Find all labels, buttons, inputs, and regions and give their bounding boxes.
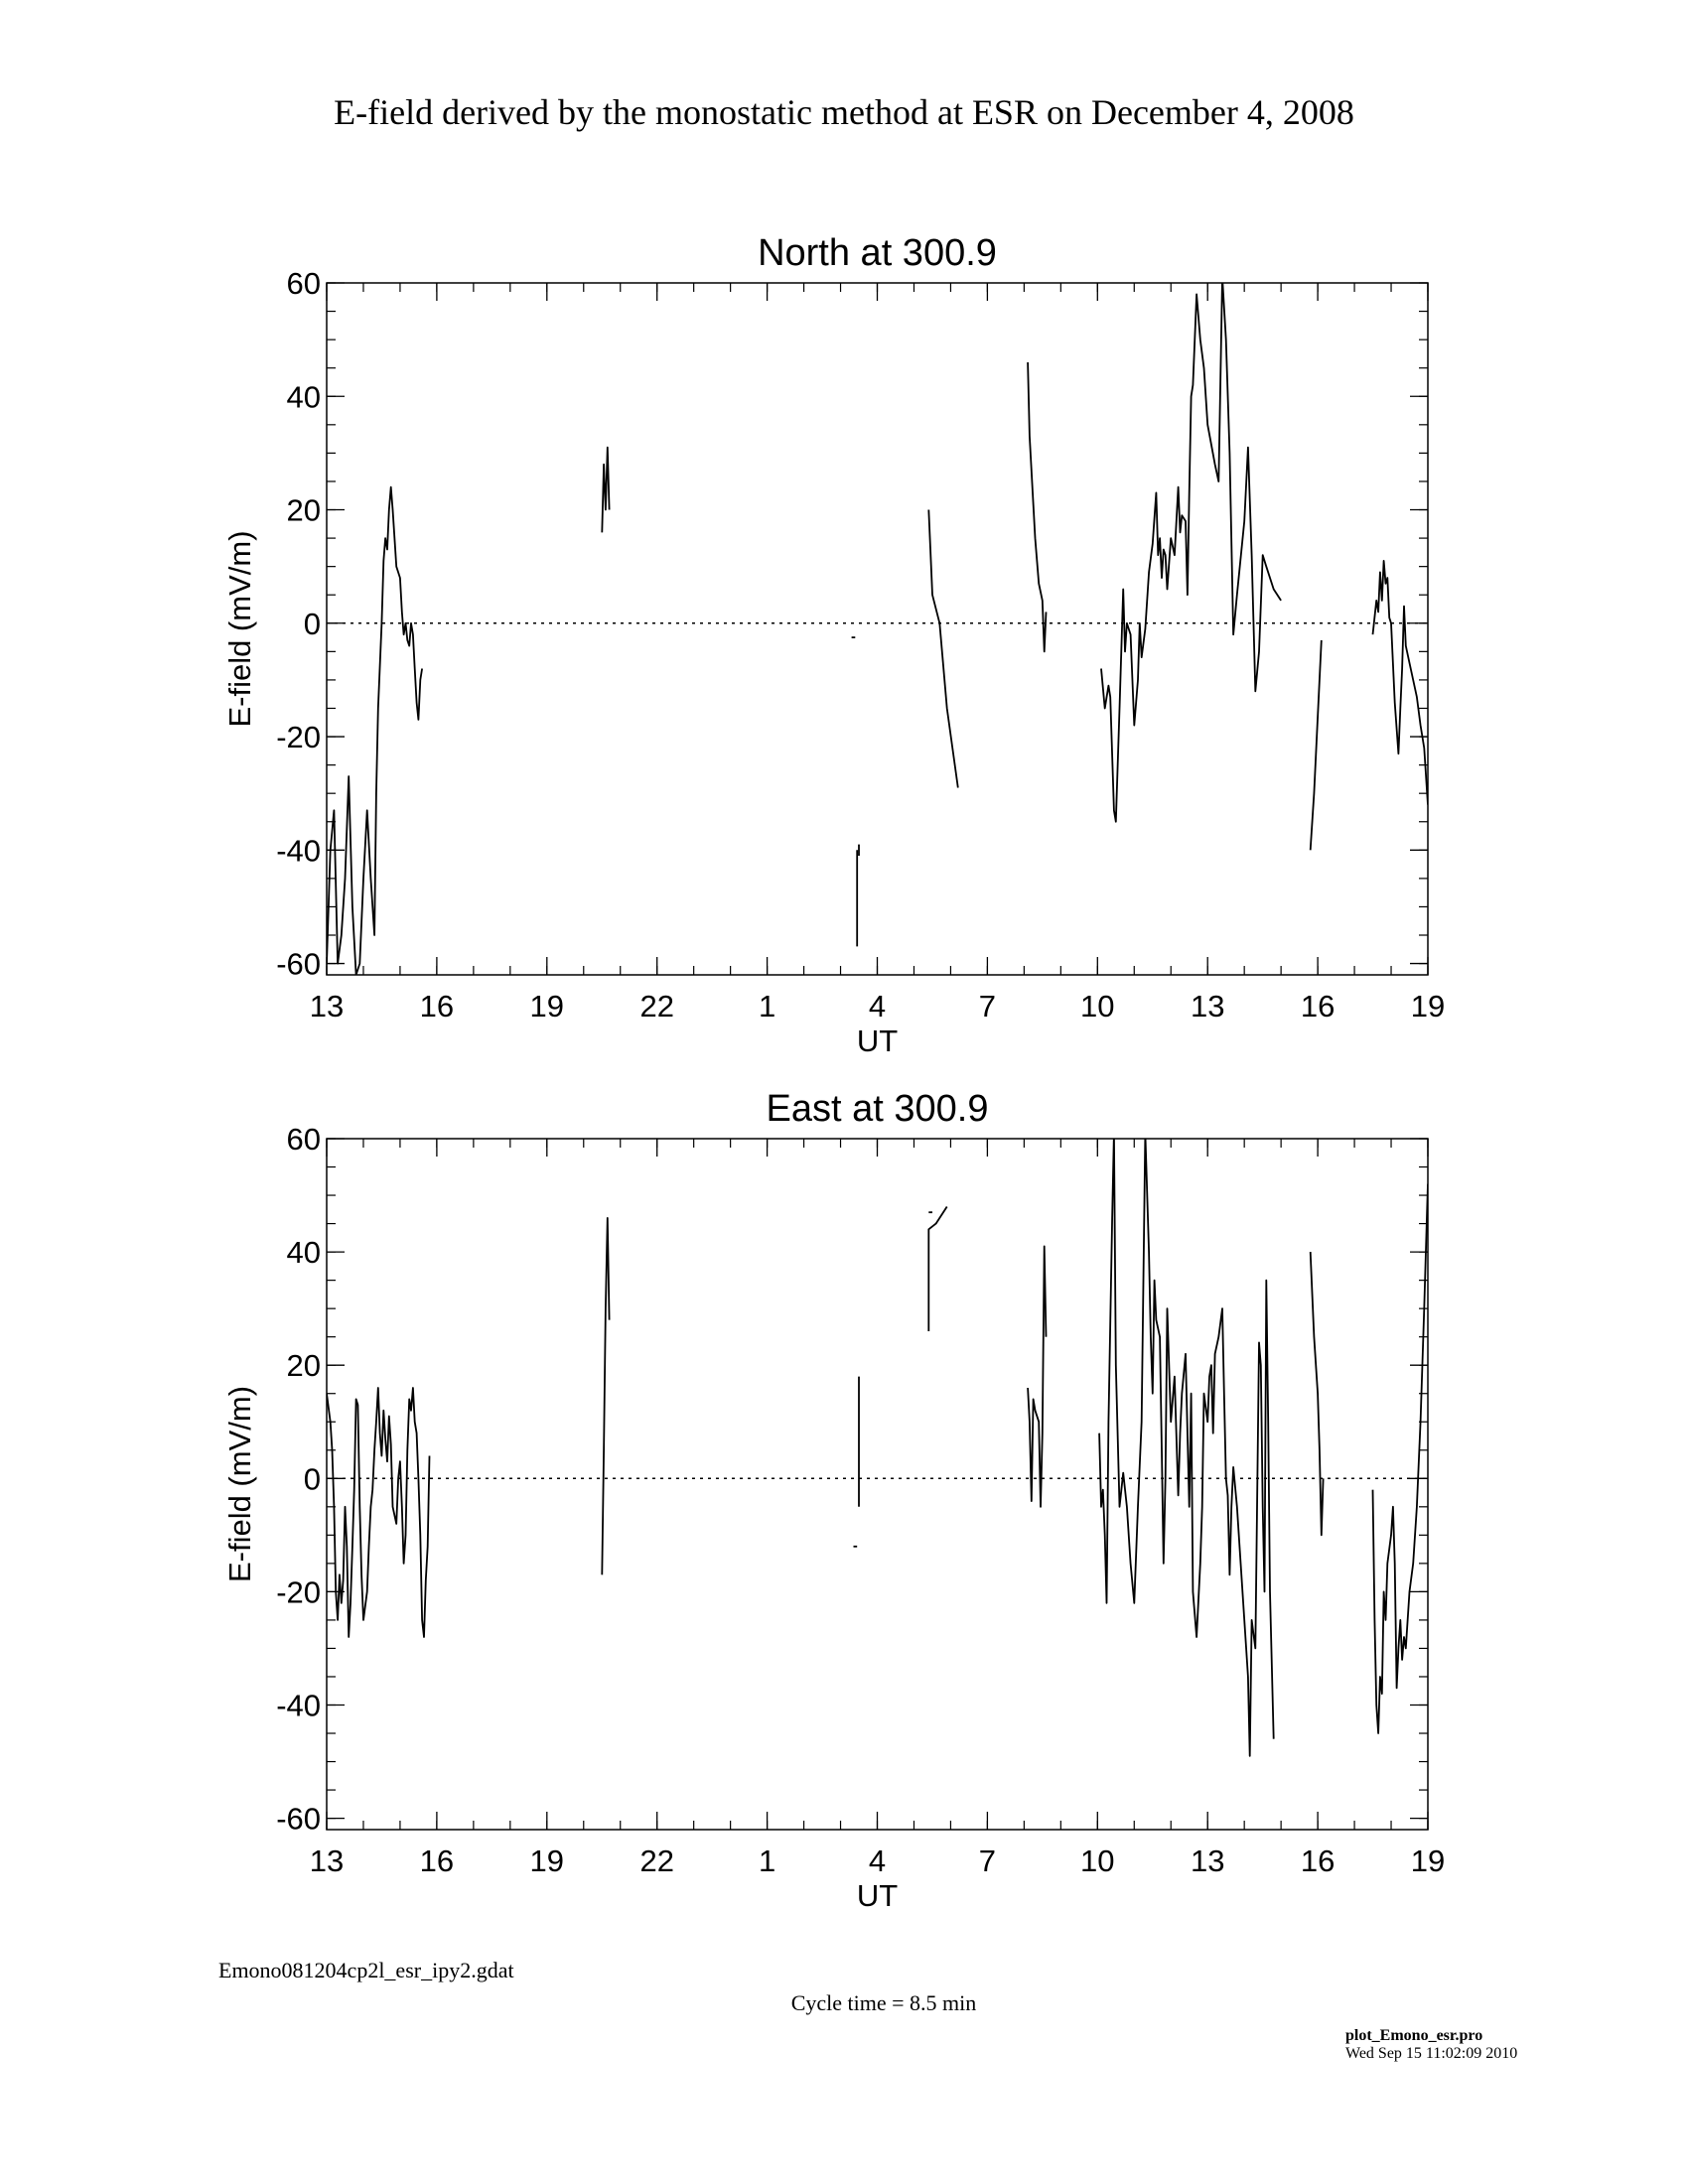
north-y-tick-label: 40 (286, 379, 321, 415)
north-x-axis-label: UT (856, 1024, 899, 1058)
north-series (327, 277, 1428, 975)
east-x-tick-label: 10 (1080, 1843, 1115, 1878)
east-x-tick-label: 13 (309, 1843, 345, 1878)
north-y-tick-label: -60 (276, 946, 321, 982)
north-x-tick-label: 10 (1080, 989, 1115, 1024)
east-x-tick-label: 16 (1300, 1843, 1336, 1878)
north-y-tick-label: -40 (276, 833, 321, 869)
north-x-tick-label: 7 (978, 989, 997, 1024)
east-data-line (1373, 1184, 1429, 1733)
east-x-tick-label: 19 (529, 1843, 565, 1878)
north-plot-frame (327, 283, 1428, 975)
east-data-line (1028, 1246, 1046, 1506)
north-x-tick-label: 22 (639, 989, 674, 1024)
north-data-line (928, 510, 958, 788)
east-y-tick-label: 20 (286, 1348, 321, 1384)
east-x-tick-label: 7 (978, 1843, 997, 1878)
north-x-tick-label: 19 (1410, 989, 1446, 1024)
north-y-tick-label: -20 (276, 720, 321, 755)
east-y-axis-label: E-field (mV/m) (222, 1385, 257, 1583)
north-panel (222, 232, 1445, 1058)
north-x-tick-label: 4 (868, 989, 887, 1024)
north-data-line (1028, 362, 1046, 651)
program-info (1345, 2027, 1517, 2063)
east-x-tick-label: 16 (419, 1843, 455, 1878)
east-y-tick-label: 0 (303, 1461, 321, 1497)
east-x-axis-label: UT (856, 1878, 899, 1913)
east-y-tick-label: 40 (286, 1235, 321, 1271)
east-y-tick-label: 60 (286, 1122, 321, 1157)
east-panel (222, 1088, 1445, 1913)
north-data-line (1311, 640, 1322, 850)
east-data-line (1099, 1133, 1274, 1756)
east-x-tick-label: 1 (758, 1843, 776, 1878)
east-x-tick-label: 4 (868, 1843, 887, 1878)
east-data-line (602, 1218, 609, 1574)
east-x-tick-label: 19 (1410, 1843, 1446, 1878)
north-data-line (1101, 277, 1281, 821)
north-x-tick-label: 1 (758, 989, 776, 1024)
cycle-time: Cycle time = 8.5 min (790, 1990, 977, 2015)
north-chart-title: North at 300.9 (758, 232, 997, 274)
program-name: plot_Emono_esr.pro (1345, 2027, 1483, 2044)
east-data-line (327, 1388, 430, 1637)
program-timestamp: Wed Sep 15 11:02:09 2010 (1345, 2045, 1518, 2062)
north-x-tick-label: 13 (1190, 989, 1225, 1024)
data-filename: Emono081204cp2l_esr_ipy2.gdat (218, 1958, 514, 1982)
north-y-tick-label: 60 (286, 266, 321, 301)
north-data-line (602, 448, 609, 533)
east-x-tick-label: 22 (639, 1843, 674, 1878)
north-y-tick-label: 20 (286, 492, 321, 528)
north-y-tick-label: 0 (303, 606, 321, 641)
east-y-tick-label: -40 (276, 1688, 321, 1723)
north-x-tick-label: 13 (309, 989, 345, 1024)
east-data-line (928, 1207, 946, 1332)
north-x-tick-label: 16 (419, 989, 455, 1024)
east-x-tick-label: 13 (1190, 1843, 1225, 1878)
north-data-line (327, 487, 422, 975)
north-y-axis-label: E-field (mV/m) (222, 530, 257, 728)
east-series (327, 1133, 1428, 1756)
north-data-line (1373, 561, 1429, 805)
east-y-tick-label: -20 (276, 1574, 321, 1610)
east-data-line (1311, 1252, 1324, 1535)
north-x-tick-label: 19 (529, 989, 565, 1024)
east-y-tick-label: -60 (276, 1801, 321, 1837)
north-x-tick-label: 16 (1300, 989, 1336, 1024)
page-title: E-field derived by the monostatic method at ESR on December 4, 2008 (334, 92, 1354, 132)
east-chart-title: East at 300.9 (766, 1088, 989, 1130)
